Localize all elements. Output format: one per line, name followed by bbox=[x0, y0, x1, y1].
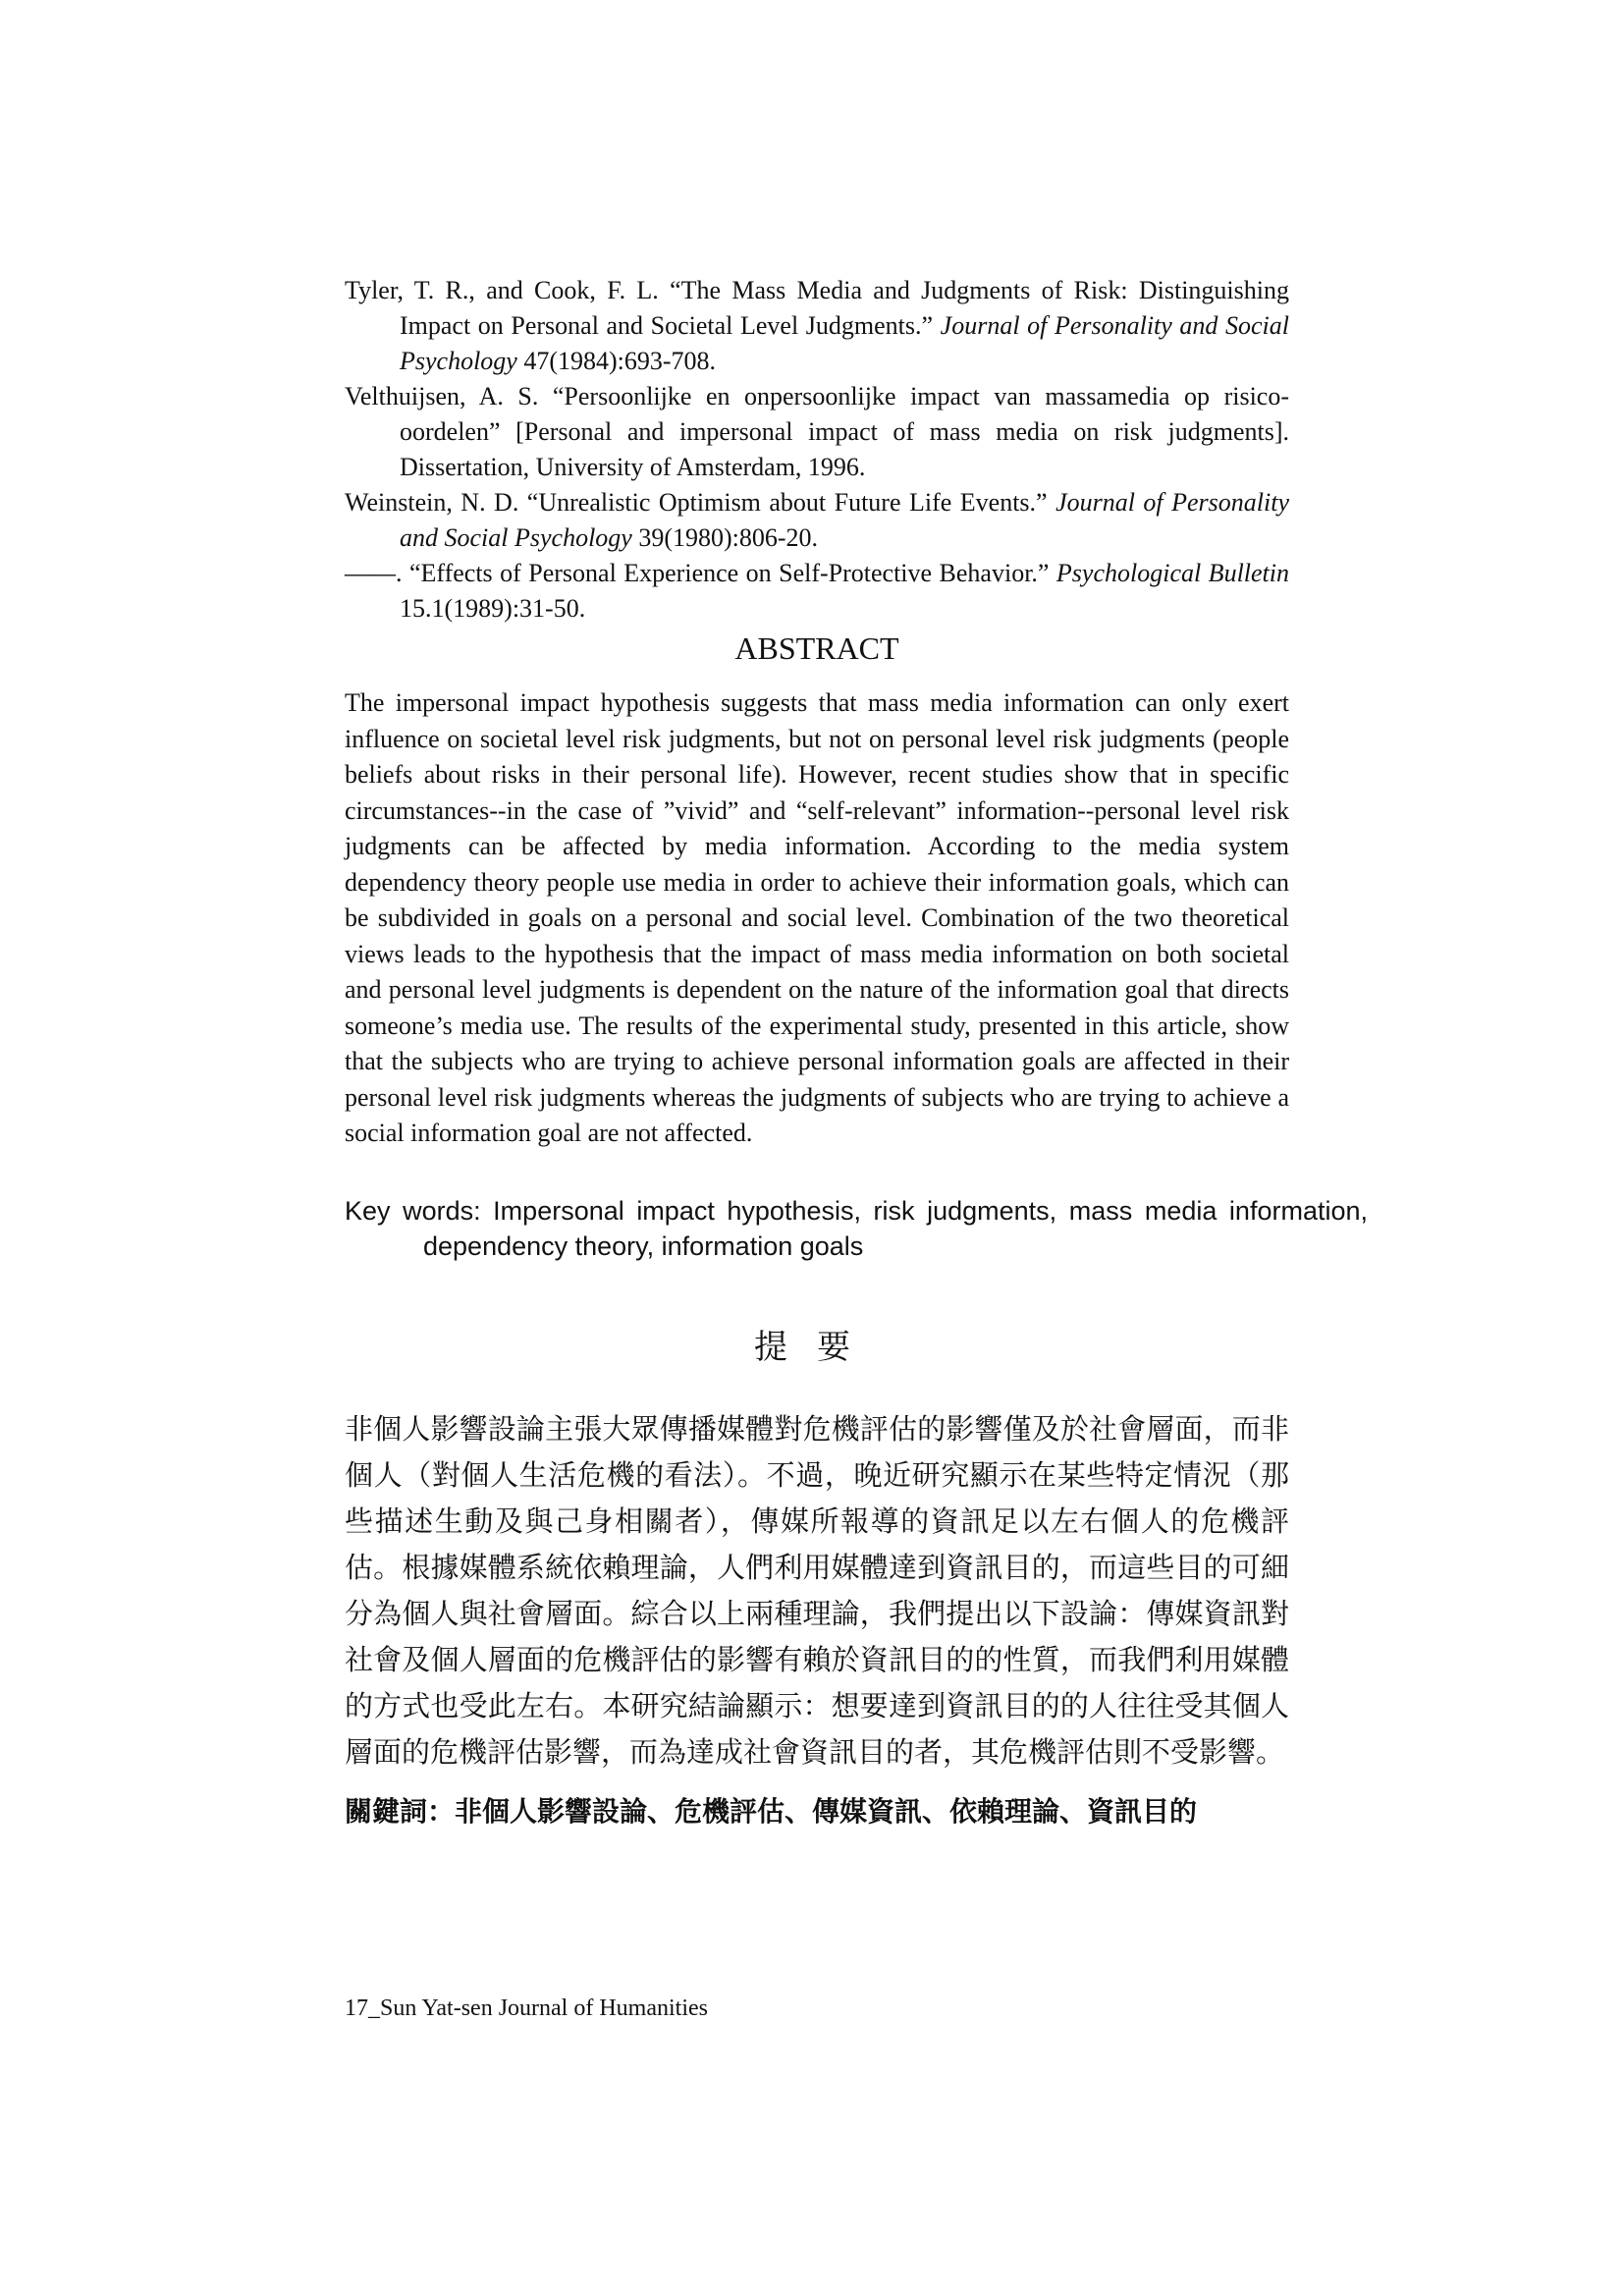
abstract-body: The impersonal impact hypothesis suggests that mass media information can only exert influence on societal level risk judgments, but not on personal level risk judgments (people beliefs about risks in their personal life). However, recent studies show that in specific circumstances--in the case of ”vivid” and “self-relevant” information--personal level risk judgments can be affected by media information. According to the media system dependency theory people use media in order to achieve their information goals, which can be subdivided in goals on a personal and social level. Combination of the two theoretical views leads to the hypothesis that the impact of mass media information on both societal and personal level judgments is dependent on the nature of the information goal that directs someone’s media use. The results of the experimental study, presented in this article, show that the subjects who are trying to achieve personal information goals are affected in their personal level risk judgments whereas the judgments of subjects who are trying to achieve a social information goal are not affected. bbox=[345, 688, 1289, 1147]
reference-details: 15.1(1989):31-50. bbox=[400, 594, 586, 623]
reference-entry bbox=[345, 485, 1289, 556]
page-footer: 17_Sun Yat-sen Journal of Humanities bbox=[345, 1995, 708, 2021]
reference-text: Weinstein, N. D. “Unrealistic Optimism about Future Life Events.” bbox=[345, 488, 1056, 517]
reference-entry bbox=[345, 273, 1289, 379]
reference-details: 39(1980):806-20. bbox=[631, 523, 819, 552]
reference-journal: Psychological Bulletin bbox=[1055, 559, 1289, 587]
reference-journal: Journal of Personality and Social Psychology bbox=[400, 488, 1289, 552]
chinese-abstract-heading: 提要 bbox=[754, 1328, 880, 1367]
reference-list bbox=[345, 273, 1289, 627]
reference-journal: Journal of Personality and Social Psychology bbox=[400, 311, 1290, 375]
chinese-abstract-body: 非個人影響設論主張大眾傳播媒體對危機評估的影響僅及於社會層面，而非個人（對個人生活危機的看法）。不過，晚近研究顯示在某些特定情況（那些描述生動及與己身相關者），傳媒所報導的資訊足以左右個人的危機評估。根據媒體系統依賴理論，人們利用媒體達到資訊目的，而這些目的可細分為個人與社會層面。綜合以上兩種理論，我們提出以下設論：傳媒資訊對社會及個人層面的危機評估的影響有賴於資訊目的的性質，而我們利用媒體的方式也受此左右。本研究結論顯示：想要達到資訊目的的人往往受其個人層面的危機評估影響，而為達成社會資訊目的者，其危機評估則不受影響。 bbox=[345, 1412, 1289, 1769]
abstract-heading: ABSTRACT bbox=[734, 630, 899, 666]
chinese-keywords: 關鍵詞：非個人影響設論、危機評估、傳媒資訊、依賴理論、資訊目的 bbox=[345, 1795, 1198, 1828]
keywords: Key words: Impersonal impact hypothesis, risk judgments, mass media information, dependency theory, information goals bbox=[345, 1196, 1368, 1261]
reference-text: ——. “Effects of Personal Experience on Self-Protective Behavior.” bbox=[345, 559, 1056, 587]
reference-text: Tyler, T. R., and Cook, F. L. “The Mass Media and Judgments of Risk: Distinguishing Impact on Personal and Societal Level Judgments.” bbox=[345, 276, 1289, 340]
reference-entry bbox=[345, 556, 1289, 627]
reference-text: Velthuijsen, A. S. “Persoonlijke en onpersoonlijke impact van massamedia op risico-oordelen” [Personal and impersonal impact of mass media on risk judgments]. Dissertation, University of Amsterdam, 1996. bbox=[345, 382, 1289, 481]
reference-details: 47(1984):693-708. bbox=[516, 347, 717, 375]
reference-entry bbox=[345, 379, 1289, 485]
